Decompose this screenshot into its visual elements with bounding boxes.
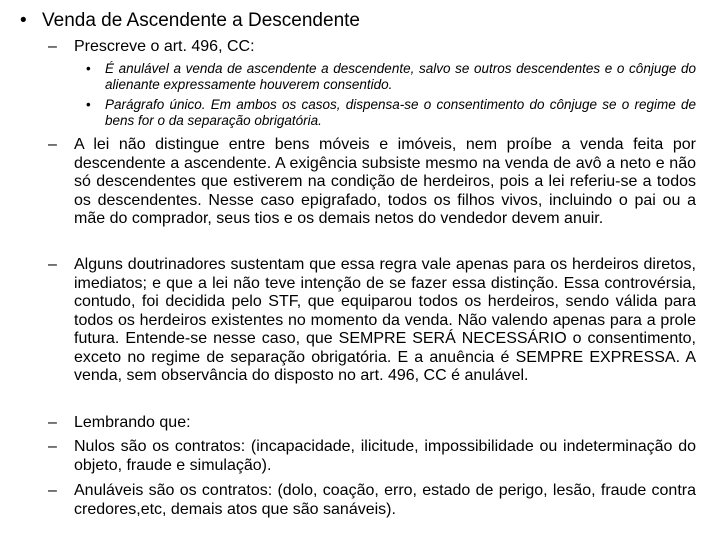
list-item-doutrinadores <box>48 256 696 386</box>
sub-item-text: Parágrafo único. Em ambos os casos, dispensa-se o consentimento do cônjuge se o regime de bens for o da separação obrigatória. <box>105 97 696 128</box>
item-dash: – <box>48 256 57 273</box>
list-item-anulaveis <box>48 482 696 519</box>
item-dash: – <box>48 38 57 55</box>
sub-item-text: É anulável a venda de ascendente a descendente, salvo se outros descendentes e o cônjuge do alienante expressamente houverem consentido. <box>105 61 696 92</box>
item-dash: – <box>48 414 57 431</box>
sub-item-bullet: • <box>86 97 91 112</box>
list-item-text: Anuláveis são os contratos: (dolo, coação, erro, estado de perigo, lesão, fraude contra credores,etc, demais atos que são sanáveis). <box>74 482 696 518</box>
list-item-text: Lembrando que: <box>74 414 191 431</box>
list-item-text: Prescreve o art. 496, CC: <box>74 38 255 55</box>
list-item-text: A lei não distingue entre bens móveis e imóveis, nem proíbe a venda feita por descendente a ascendente. A exigência subsiste mesmo na venda de avô a neto e não só descendentes que estiverem na condição de herdeiros, pois a lei referiu-se a todos os descendentes. Nesse caso epigrafado, todos os filhos vivos, incluindo o pai ou a mãe do comprador, seus tios e os demais netos do vendedor devem anuir. <box>74 136 696 227</box>
title-bullet: • <box>20 10 27 31</box>
list-item-nulos <box>48 438 696 475</box>
list-item-lembrando <box>48 414 696 433</box>
list-item-lei-nao-distingue <box>48 136 696 229</box>
sub-item-bullet: • <box>86 61 91 76</box>
sub-item-caput <box>86 61 696 92</box>
slide-title: Venda de Ascendente a Descendente <box>42 10 360 31</box>
list-item-text: Alguns doutrinadores sustentam que essa regra vale apenas para os herdeiros diretos, imediatos; e que a lei não teve intenção de se fazer essa distinção. Essa controvérsia, contudo, foi decidida pelo STF, que equiparou todos os herdeiros, sendo válida para todos os herdeiros existentes no momento da venda. Não valendo apenas para a prole futura. Entende-se nesse caso, que SEMPRE SERÁ NECESSÁRIO o consentimento, exceto no regime de separação obrigatória. E a anuência é SEMPRE EXPRESSA. A venda, sem observância do disposto no art. 496, CC é anulável. <box>74 256 696 384</box>
item-dash: – <box>48 136 57 153</box>
sub-item-paragrafo <box>86 97 696 128</box>
item-dash: – <box>48 438 57 455</box>
list-item-text: Nulos são os contratos: (incapacidade, ilicitude, impossibilidade ou indeterminação do objeto, fraude e simulação). <box>74 438 696 474</box>
list-item-prescreve <box>48 38 696 57</box>
item-dash: – <box>48 482 57 499</box>
